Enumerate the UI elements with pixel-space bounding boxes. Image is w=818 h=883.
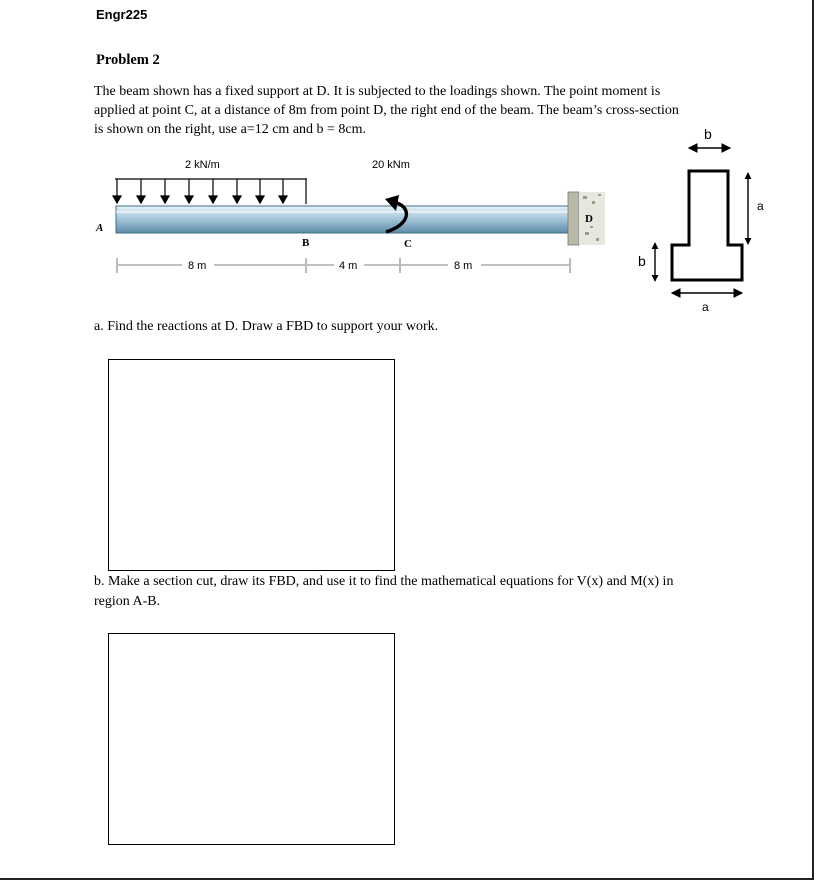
- answer-box-b[interactable]: [108, 633, 395, 845]
- question-b-line: region A-B.: [94, 594, 161, 609]
- moment-label: 20 kNm: [372, 159, 410, 171]
- answer-box-a[interactable]: [108, 359, 395, 571]
- question-b: [94, 572, 734, 612]
- distributed-load-label: 2 kN/m: [185, 159, 220, 171]
- problem-title: Problem 2: [96, 52, 160, 68]
- question-a: a. Find the reactions at D. Draw a FBD to support your work.: [94, 319, 439, 334]
- cross-section-shape: [672, 171, 742, 280]
- course-header: Engr225: [96, 7, 148, 22]
- cross-section-a-bottom: a: [702, 300, 709, 314]
- dimension-ab: 8 m: [188, 260, 207, 272]
- statement-line: The beam shown has a fixed support at D. It is subjected to the loadings shown. The point moment is: [94, 84, 661, 99]
- question-b-line: b. Make a section cut, draw its FBD, and use it to find the mathematical equations for V(x) and M(x) in: [94, 574, 674, 589]
- beam-figure: [80, 124, 780, 320]
- cross-section-b-side: b: [638, 253, 646, 269]
- cross-section-b-top: b: [704, 126, 712, 142]
- statement-line: is shown on the right, use a=12 cm and b = 8cm.: [94, 122, 367, 137]
- point-d-label: D: [585, 213, 593, 225]
- point-a-label: A: [96, 222, 104, 234]
- statement-line: applied at point C, at a distance of 8m from point D, the right end of the beam. The beam’s cross-section: [94, 103, 679, 118]
- cross-section-a-side: a: [757, 199, 764, 213]
- dimension-bc: 4 m: [339, 260, 358, 272]
- distributed-load: [113, 179, 307, 204]
- point-c-label: C: [404, 238, 412, 250]
- beam: [116, 206, 572, 233]
- dimension-cd: 8 m: [454, 260, 473, 272]
- point-b-label: B: [302, 237, 310, 249]
